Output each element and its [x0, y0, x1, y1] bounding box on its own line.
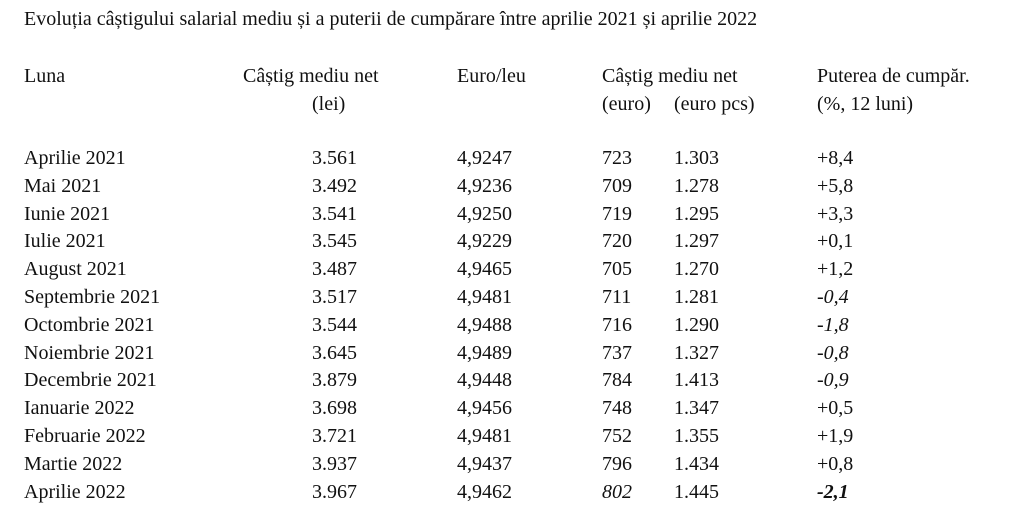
header-rate: Euro/leu: [457, 65, 526, 87]
cell-net-lei: 3.879: [312, 369, 357, 392]
cell-month: Octombrie 2021: [24, 313, 155, 336]
cell-net-euro: 737: [602, 341, 632, 364]
cell-rate: 4,9489: [457, 341, 512, 364]
cell-net-euro: 720: [602, 230, 632, 253]
header-purchasing-power: Puterea de cumpăr.: [817, 65, 970, 87]
cell-net-lei: 3.541: [312, 202, 357, 225]
table-row: [0, 287, 1016, 315]
cell-purchasing-power: +0,5: [817, 397, 854, 420]
cell-month: Ianuarie 2022: [24, 397, 135, 420]
table-title: Evoluția câștigului salarial mediu și a puterii de cumpărare între aprilie 2021 și aprilie 2022: [24, 8, 758, 30]
cell-month: Martie 2022: [24, 452, 123, 475]
header-purchasing-power-unit: (%, 12 luni): [817, 93, 914, 115]
cell-purchasing-power: -0,8: [817, 341, 849, 364]
table-row: [0, 370, 1016, 398]
table-row: [0, 231, 1016, 259]
cell-purchasing-power: -2,1: [817, 480, 849, 503]
cell-net-euro: 752: [602, 425, 632, 447]
cell-month: August 2021: [24, 258, 127, 281]
cell-rate: 4,9437: [457, 452, 512, 475]
cell-net-lei: 3.721: [312, 425, 357, 447]
cell-net-lei: 3.517: [312, 286, 357, 308]
header-net-euro: Câștig mediu net: [602, 65, 738, 87]
cell-purchasing-power: -0,9: [817, 369, 849, 392]
cell-net-euro: 723: [602, 147, 632, 169]
cell-net-lei: 3.967: [312, 480, 357, 503]
cell-rate: 4,9456: [457, 397, 512, 420]
table-row: [0, 315, 1016, 343]
table-row: [0, 176, 1016, 204]
cell-purchasing-power: +5,8: [817, 174, 854, 197]
cell-net-euro: 802: [602, 480, 632, 503]
cell-purchasing-power: +3,3: [817, 202, 854, 225]
cell-net-euro-pcs: 1.434: [674, 452, 719, 475]
cell-net-euro-pcs: 1.295: [674, 202, 719, 225]
cell-month: Decembrie 2021: [24, 369, 157, 392]
table-row: [0, 259, 1016, 287]
cell-net-euro-pcs: 1.297: [674, 230, 719, 253]
table-row: [0, 204, 1016, 232]
cell-net-lei: 3.544: [312, 313, 357, 336]
cell-net-lei: 3.561: [312, 147, 357, 169]
cell-net-euro-pcs: 1.445: [674, 480, 719, 503]
cell-rate: 4,9465: [457, 258, 512, 281]
cell-purchasing-power: -1,8: [817, 313, 849, 336]
cell-rate: 4,9448: [457, 369, 512, 392]
cell-net-lei: 3.492: [312, 174, 357, 197]
cell-net-lei: 3.545: [312, 230, 357, 253]
cell-rate: 4,9462: [457, 480, 512, 503]
cell-net-euro: 719: [602, 202, 632, 225]
cell-net-euro-pcs: 1.290: [674, 313, 719, 336]
cell-month: Aprilie 2021: [24, 147, 126, 169]
table-row: [0, 398, 1016, 426]
table-row: [0, 482, 1016, 510]
cell-net-lei: 3.645: [312, 341, 357, 364]
cell-purchasing-power: +1,2: [817, 258, 854, 281]
header-month: Luna: [24, 65, 66, 87]
cell-net-euro-pcs: 1.413: [674, 369, 719, 392]
cell-rate: 4,9481: [457, 425, 512, 447]
cell-rate: 4,9250: [457, 202, 512, 225]
cell-month: Aprilie 2022: [24, 480, 126, 503]
cell-purchasing-power: +8,4: [817, 147, 854, 169]
cell-net-euro: 716: [602, 313, 632, 336]
table-row: [0, 148, 1016, 176]
cell-month: Iunie 2021: [24, 202, 111, 225]
table-row: [0, 343, 1016, 371]
cell-rate: 4,9488: [457, 313, 512, 336]
cell-rate: 4,9481: [457, 286, 512, 308]
cell-net-lei: 3.698: [312, 397, 357, 420]
header-net-euro-pcs-unit: (euro pcs): [674, 93, 755, 115]
cell-month: Noiembrie 2021: [24, 341, 155, 364]
cell-rate: 4,9247: [457, 147, 512, 169]
cell-net-lei: 3.487: [312, 258, 357, 281]
cell-month: Februarie 2022: [24, 425, 146, 447]
table-row: [0, 454, 1016, 482]
header-net-euro-unit: (euro): [602, 93, 651, 115]
cell-net-lei: 3.937: [312, 452, 357, 475]
cell-purchasing-power: +1,9: [817, 425, 854, 447]
cell-month: Septembrie 2021: [24, 286, 161, 308]
header-net-lei-unit: (lei): [312, 93, 346, 115]
cell-net-euro-pcs: 1.355: [674, 425, 719, 447]
cell-net-euro: 784: [602, 369, 632, 392]
table-row: [0, 426, 1016, 454]
cell-net-euro: 796: [602, 452, 632, 475]
cell-rate: 4,9229: [457, 230, 512, 253]
cell-purchasing-power: +0,1: [817, 230, 854, 253]
cell-rate: 4,9236: [457, 174, 512, 197]
cell-month: Iulie 2021: [24, 230, 106, 253]
cell-purchasing-power: -0,4: [817, 286, 849, 308]
cell-month: Mai 2021: [24, 174, 102, 197]
cell-net-euro-pcs: 1.281: [674, 286, 719, 308]
header-net-lei: Câștig mediu net: [243, 65, 379, 87]
cell-net-euro: 709: [602, 174, 632, 197]
cell-net-euro: 705: [602, 258, 632, 281]
cell-net-euro: 748: [602, 397, 632, 420]
cell-net-euro-pcs: 1.278: [674, 174, 719, 197]
cell-net-euro-pcs: 1.327: [674, 341, 719, 364]
cell-net-euro: 711: [602, 286, 632, 308]
cell-net-euro-pcs: 1.347: [674, 397, 719, 420]
cell-purchasing-power: +0,8: [817, 452, 854, 475]
cell-net-euro-pcs: 1.270: [674, 258, 719, 281]
cell-net-euro-pcs: 1.303: [674, 147, 719, 169]
